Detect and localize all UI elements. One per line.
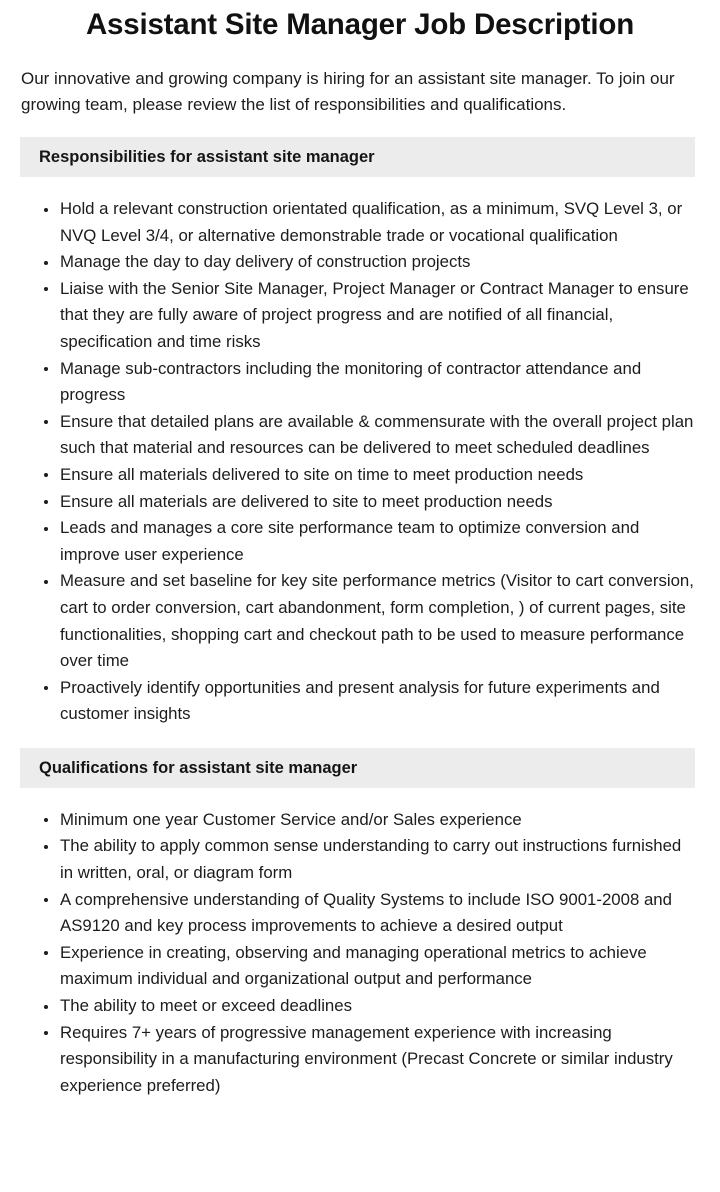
qualifications-heading: Qualifications for assistant site manager	[20, 748, 695, 788]
list-item: Ensure all materials delivered to site on time to meet production needs	[44, 462, 698, 489]
list-item: Requires 7+ years of progressive management experience with increasing responsibility in a manufacturing environment (Precast Concrete or similar industry experience preferred)	[44, 1020, 698, 1100]
list-item: Proactively identify opportunities and present analysis for future experiments and customer insights	[44, 675, 698, 728]
list-item: Experience in creating, observing and managing operational metrics to achieve maximum individual and organizational output and performance	[44, 940, 698, 993]
list-item: The ability to apply common sense understanding to carry out instructions furnished in written, oral, or diagram form	[44, 833, 698, 886]
responsibilities-list	[0, 177, 720, 728]
list-item: Hold a relevant construction orientated qualification, as a minimum, SVQ Level 3, or NVQ Level 3/4, or alternative demonstrable trade or vocational qualification	[44, 196, 698, 249]
list-item: Leads and manages a core site performance team to optimize conversion and improve user experience	[44, 515, 698, 568]
list-item: Manage the day to day delivery of construction projects	[44, 249, 698, 276]
list-item: The ability to meet or exceed deadlines	[44, 993, 698, 1020]
qualifications-section	[0, 748, 720, 1100]
list-item: A comprehensive understanding of Quality Systems to include ISO 9001-2008 and AS9120 and key process improvements to achieve a desired output	[44, 887, 698, 940]
list-item: Ensure that detailed plans are available & commensurate with the overall project plan such that material and resources can be delivered to meet scheduled deadlines	[44, 409, 698, 462]
responsibilities-section	[0, 137, 720, 728]
page-title: Assistant Site Manager Job Description	[85, 8, 635, 41]
list-item: Minimum one year Customer Service and/or Sales experience	[44, 807, 698, 834]
list-item: Ensure all materials are delivered to site to meet production needs	[44, 489, 698, 516]
list-item: Liaise with the Senior Site Manager, Project Manager or Contract Manager to ensure that they are fully aware of project progress and are notified of all financial, specification and time risks	[44, 276, 698, 356]
intro-paragraph: Our innovative and growing company is hiring for an assistant site manager. To join our growing team, please review the list of responsibilities and qualifications.	[21, 69, 675, 114]
qualifications-list	[0, 788, 720, 1100]
responsibilities-heading: Responsibilities for assistant site manager	[20, 137, 695, 177]
list-item: Manage sub-contractors including the monitoring of contractor attendance and progress	[44, 356, 698, 409]
list-item: Measure and set baseline for key site performance metrics (Visitor to cart conversion, cart to order conversion, cart abandonment, form completion, ) of current pages, site functionalities, shopping cart and checkout path to be used to measure performance over time	[44, 568, 698, 674]
